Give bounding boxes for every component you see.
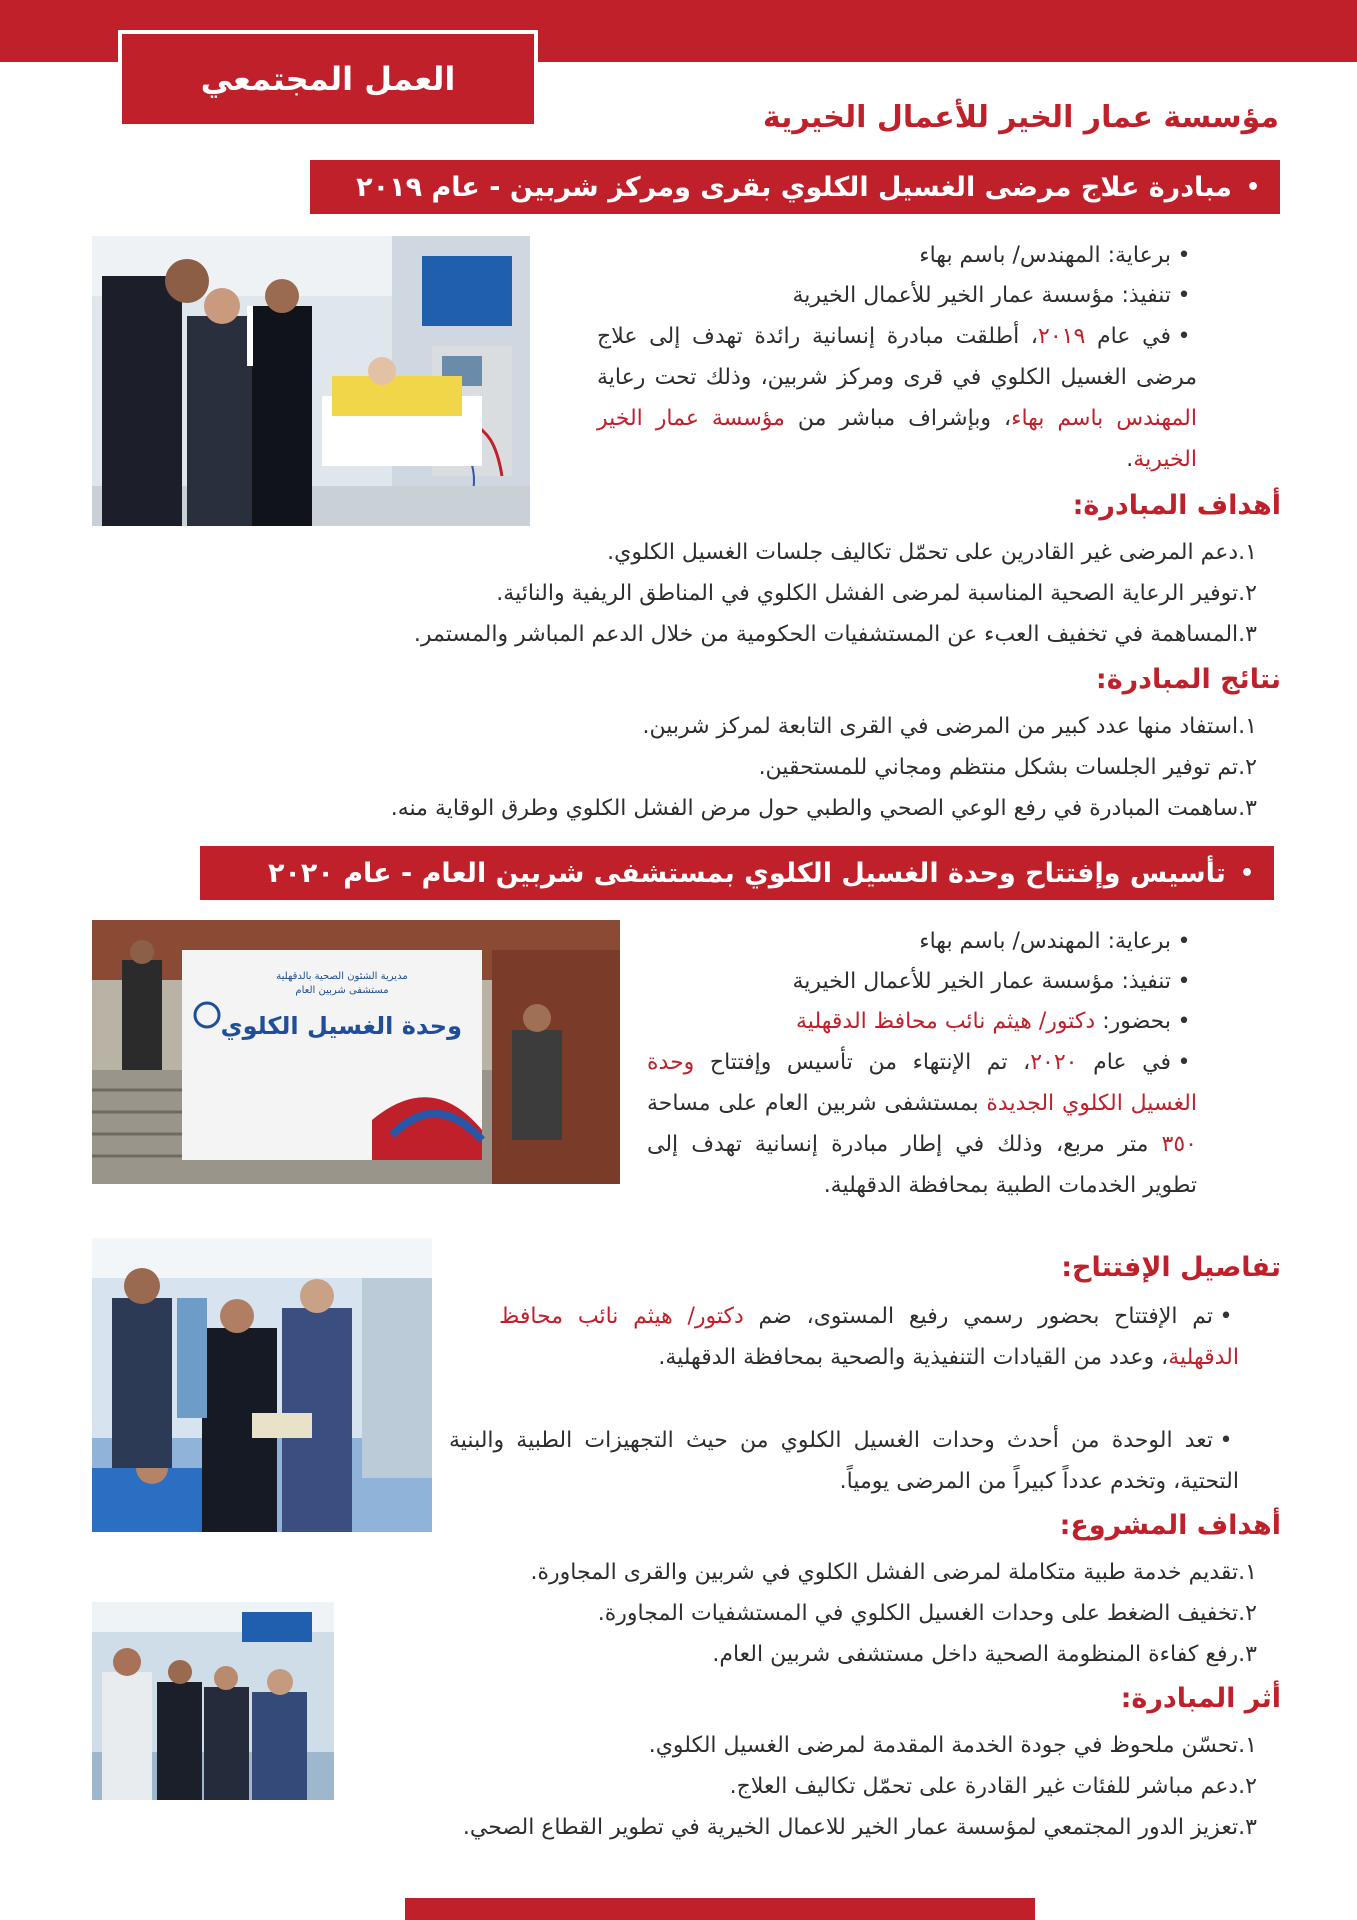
s2-area: ٣٥٠ xyxy=(1161,1132,1197,1157)
banner-bullet: • xyxy=(1239,860,1254,886)
s1-sponsor-line xyxy=(919,236,1197,276)
s2-sponsor-line xyxy=(919,922,1197,962)
bullet: • xyxy=(1177,243,1191,268)
goals1-item: ٢.توفير الرعاية الصحية المناسبة لمرضى الفشل الكلوي في المناطق الريفية والنائية. xyxy=(496,581,1257,606)
s2-attend-name: دكتور/ هيثم نائب محافظ الدقهلية xyxy=(796,1009,1096,1034)
section2-banner-text: تأسيس وإفتتاح وحدة الغسيل الكلوي بمستشفى شربين العام - عام ٢٠٢٠ xyxy=(267,857,1226,889)
results1-item: ٢.تم توفير الجلسات بشكل منتظم ومجاني للمستحقين. xyxy=(758,755,1257,780)
bullet: • xyxy=(1177,324,1191,349)
s2-attend-line xyxy=(796,1002,1197,1042)
s2-year: ٢٠٢٠ xyxy=(1030,1050,1078,1075)
photo-unit-entrance xyxy=(92,920,620,1184)
s2-attend-label: بحضور: xyxy=(1095,1009,1171,1034)
photo-dialysis-ward xyxy=(92,236,530,526)
opening-heading: تفاصيل الإفتتاح: xyxy=(1061,1252,1281,1283)
photo-opening-visit xyxy=(92,1238,432,1532)
bullet: • xyxy=(1219,1304,1233,1329)
s1-p-c: ، وبإشراف مباشر من xyxy=(784,406,1012,431)
bullet: • xyxy=(1177,969,1191,994)
opening-b2: تعد الوحدة من أحدث وحدات الغسيل الكلوي من حيث التجهيزات الطبية والبنية التحتية، وتخدم عدداً كبيراً من المرضى يومياً. xyxy=(449,1428,1239,1494)
banner-bullet: • xyxy=(1245,174,1260,200)
s1-p-d: . xyxy=(1126,447,1134,472)
bullet: • xyxy=(1177,283,1191,308)
page-title: مؤسسة عمار الخير للأعمال الخيرية xyxy=(762,100,1279,135)
opening-b1-b: ، وعدد من القيادات التنفيذية والصحية بمحافظة الدقهلية. xyxy=(658,1345,1169,1370)
goals1-item: ١.دعم المرضى غير القادرين على تحمّل تكاليف جلسات الغسيل الكلوي. xyxy=(607,540,1257,565)
section1-banner xyxy=(310,160,1280,214)
section-badge: العمل المجتمعي xyxy=(118,30,538,128)
sign-title: وحدة الغسيل الكلوي xyxy=(220,1012,462,1040)
s2-executor-line xyxy=(792,962,1197,1002)
bullet: • xyxy=(1177,1050,1191,1075)
section1-banner-text: مبادرة علاج مرضى الغسيل الكلوي بقرى ومركز شربين - عام ٢٠١٩ xyxy=(356,171,1232,203)
opening-b1-doctor: دكتور/ هيثم نائب محافظ الدقهلية xyxy=(499,1304,1239,1370)
sign-line-2: مستشفى شربين العام xyxy=(295,985,389,996)
impact-item: ١.تحسّن ملحوظ في جودة الخدمة المقدمة لمرضى الغسيل الكلوي. xyxy=(648,1733,1257,1758)
s1-sponsor: برعاية: المهندس/ باسم بهاء xyxy=(919,243,1171,268)
s2-p-a: في عام xyxy=(1077,1050,1171,1075)
opening-bullet-1 xyxy=(499,1296,1239,1378)
results1-item: ١.استفاد منها عدد كبير من المرضى في القرى التابعة لمركز شربين. xyxy=(642,714,1257,739)
s1-executor: تنفيذ: مؤسسة عمار الخير للأعمال الخيرية xyxy=(792,283,1171,308)
s2-unit: وحدة الغسيل الكلوي الجديدة xyxy=(647,1050,1197,1116)
bullet: • xyxy=(1177,1009,1191,1034)
s1-engineer: المهندس باسم بهاء xyxy=(1011,406,1197,431)
s2-executor: تنفيذ: مؤسسة عمار الخير للأعمال الخيرية xyxy=(792,969,1171,994)
sign-text-block xyxy=(222,970,462,1040)
s2-paragraph xyxy=(647,1042,1197,1206)
goals2-item: ٢.تخفيف الضغط على وحدات الغسيل الكلوي في المستشفيات المجاورة. xyxy=(597,1601,1257,1626)
goals2-item: ٣.رفع كفاءة المنظومة الصحية داخل مستشفى شربين العام. xyxy=(712,1642,1257,1667)
opening-b1-a: تم الإفتتاح بحضور رسمي رفيع المستوى، ضم xyxy=(743,1304,1214,1329)
s2-p-c: بمستشفى شربين العام على مساحة xyxy=(647,1091,987,1116)
sign-line-1: مديرية الشئون الصحية بالدقهلية xyxy=(276,971,408,982)
impact-heading: أثر المبادرة: xyxy=(1120,1683,1281,1714)
opening-bullet-2 xyxy=(449,1420,1239,1502)
s1-paragraph xyxy=(597,316,1197,480)
goals2-item: ١.تقديم خدمة طبية متكاملة لمرضى الفشل الكلوي في شربين والقرى المجاورة. xyxy=(530,1560,1257,1585)
s1-p-a: في عام xyxy=(1085,324,1171,349)
bullet: • xyxy=(1177,929,1191,954)
bullet: • xyxy=(1219,1428,1233,1453)
s1-p-b: ، أطلقت مبادرة إنسانية رائدة تهدف إلى علاج مرضى الغسيل الكلوي في قرى ومركز شربين، وذلك تحت رعاية xyxy=(597,324,1197,390)
impact-item: ٣.تعزيز الدور المجتمعي لمؤسسة عمار الخير للاعمال الخيرية في تطوير القطاع الصحي. xyxy=(462,1815,1257,1840)
goals1-item: ٣.المساهمة في تخفيف العبء عن المستشفيات الحكومية من خلال الدعم المباشر والمستمر. xyxy=(413,622,1257,647)
s1-org: مؤسسة عمار الخير الخيرية xyxy=(597,406,1197,472)
impact-item: ٢.دعم مباشر للفئات غير القادرة على تحمّل تكاليف العلاج. xyxy=(729,1774,1257,1799)
s2-sponsor: برعاية: المهندس/ باسم بهاء xyxy=(919,929,1171,954)
s1-year: ٢٠١٩ xyxy=(1038,324,1086,349)
results1-heading: نتائج المبادرة: xyxy=(1095,664,1281,695)
photo-hallway-visit xyxy=(92,1602,334,1800)
section2-banner xyxy=(200,846,1274,900)
bottom-red-band xyxy=(405,1898,1035,1920)
results1-item: ٣.ساهمت المبادرة في رفع الوعي الصحي والطبي حول مرض الفشل الكلوي وطرق الوقاية منه. xyxy=(390,796,1257,821)
goals1-heading: أهداف المبادرة: xyxy=(1072,490,1281,521)
s2-p-b: ، تم الإنتهاء من تأسيس وإفتتاح xyxy=(694,1050,1031,1075)
s2-p-d: متر مربع، وذلك في إطار مبادرة إنسانية تهدف إلى تطوير الخدمات الطبية بمحافظة الدقهلية. xyxy=(647,1132,1197,1198)
goals2-heading: أهداف المشروع: xyxy=(1059,1510,1281,1541)
s1-executor-line xyxy=(792,276,1197,316)
